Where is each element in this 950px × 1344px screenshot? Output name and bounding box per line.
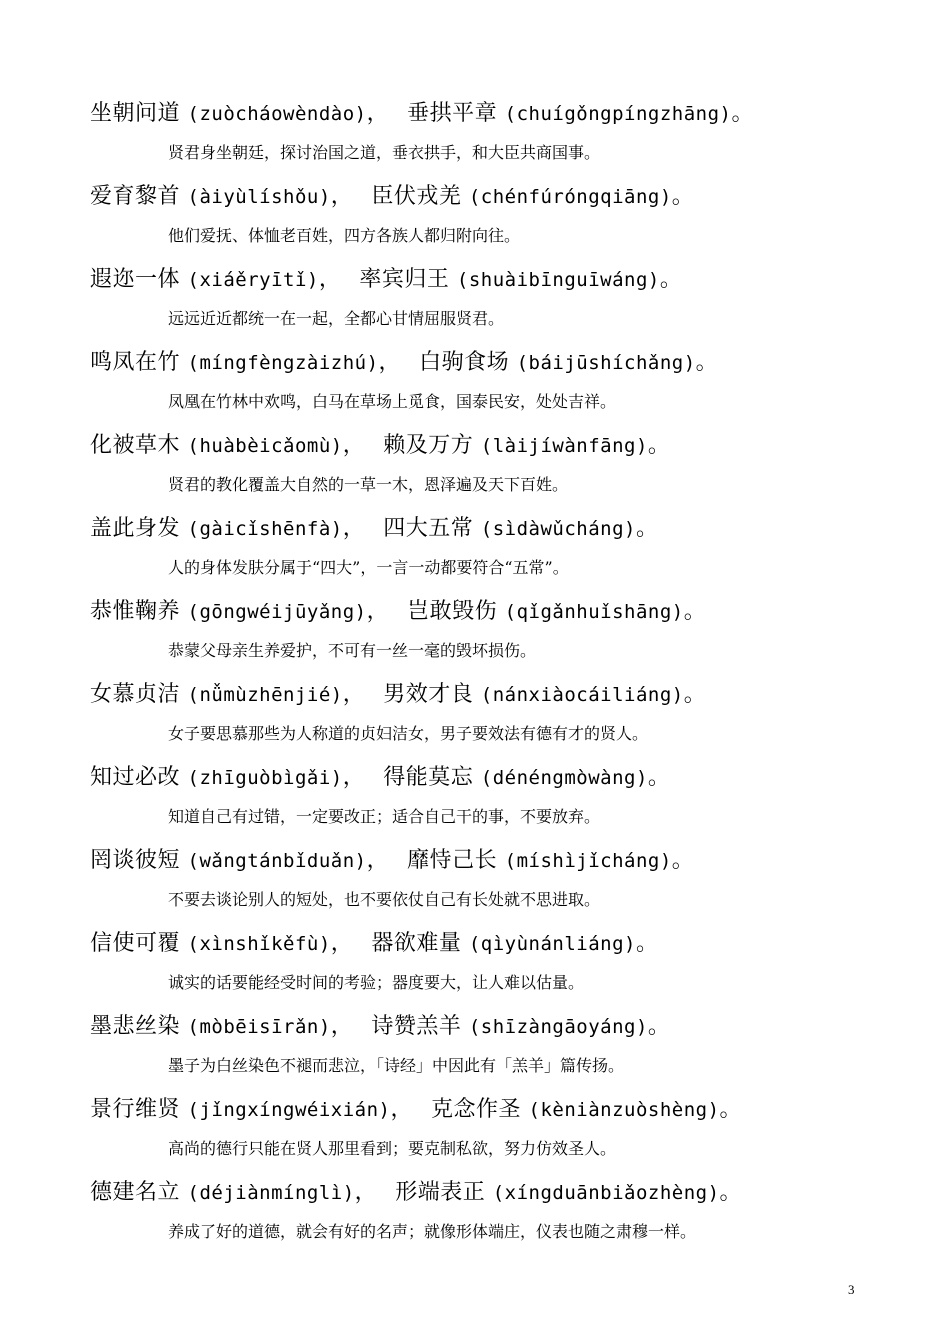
verse-end: 。 — [635, 516, 659, 541]
verse-pinyin-2: (làijíwànfāng) — [480, 435, 648, 457]
verse-line — [90, 758, 910, 798]
verse-pinyin-2: (xíngduānbiǎozhèng) — [492, 1182, 720, 1204]
verse-line — [90, 592, 910, 632]
verse-end: 。 — [671, 184, 695, 209]
verse-pinyin-2: (shuàibīnguīwáng) — [456, 269, 660, 291]
verse-explanation: 养成了好的道德，就会有好的名声；就像形体端庄，仪表也随之肃穆一样。 — [168, 1222, 697, 1241]
verse-line — [90, 1090, 910, 1130]
verse-pinyin-2: (chénfúróngqiāng) — [468, 186, 672, 208]
verse-pinyin-1: (gàicǐshēnfà) — [187, 518, 343, 540]
verse-separator: ， — [366, 599, 390, 624]
verse-line — [90, 260, 910, 300]
verse-separator: ， — [318, 267, 342, 292]
verse-end: 。 — [683, 682, 707, 707]
verse-phrase-1: 罔谈彼短 — [90, 848, 181, 873]
verse-line — [90, 841, 910, 881]
verse-phrase-2: 形端表正 — [395, 1180, 486, 1205]
verse-separator: ， — [366, 101, 390, 126]
verse-end: 。 — [719, 1097, 743, 1122]
verse-phrase-2: 四大五常 — [383, 516, 474, 541]
verse-line — [90, 343, 910, 383]
verse-phrase-1: 鸣凤在竹 — [90, 350, 181, 375]
verse-line — [90, 94, 910, 134]
verse-separator: ， — [366, 848, 390, 873]
verse-block — [90, 1090, 910, 1173]
verse-explanation: 远远近近都统一在一起，全都心甘情屈服贤君。 — [168, 309, 505, 328]
verse-separator: ， — [354, 1180, 378, 1205]
verse-end: 。 — [719, 1180, 743, 1205]
verse-phrase-2: 克念作圣 — [431, 1097, 522, 1122]
verse-phrase-1: 知过必改 — [90, 765, 181, 790]
verse-phrase-1: 盖此身发 — [90, 516, 181, 541]
verse-block — [90, 1007, 910, 1090]
verse-phrase-2: 器欲难量 — [371, 931, 462, 956]
verse-end: 。 — [683, 599, 707, 624]
verse-end: 。 — [647, 1014, 671, 1039]
verse-end: 。 — [647, 433, 671, 458]
verse-block — [90, 260, 910, 343]
verse-explanation: 墨子为白丝染色不褪而悲泣，「诗经」中因此有「羔羊」篇传扬。 — [168, 1056, 625, 1075]
verse-block — [90, 675, 910, 758]
verse-phrase-2: 率宾归王 — [359, 267, 450, 292]
verse-pinyin-2: (nánxiàocáiliáng) — [480, 684, 684, 706]
verse-pinyin-2: (kèniànzuòshèng) — [528, 1099, 720, 1121]
verse-end: 。 — [647, 765, 671, 790]
verse-explanation: 高尚的德行只能在贤人那里看到；要克制私欲，努力仿效圣人。 — [168, 1139, 617, 1158]
verse-block — [90, 924, 910, 1007]
verse-pinyin-2: (báijūshíchǎng) — [516, 352, 696, 374]
verse-pinyin-2: (dénéngmòwàng) — [480, 767, 648, 789]
verse-pinyin-1: (zuòcháowèndào) — [187, 103, 367, 125]
verse-phrase-1: 化被草木 — [90, 433, 181, 458]
verse-pinyin-1: (àiyùlíshǒu) — [187, 186, 331, 208]
verse-separator: ， — [330, 184, 354, 209]
verse-phrase-2: 岂敢毁伤 — [407, 599, 498, 624]
verse-pinyin-2: (shīzàngāoyáng) — [468, 1016, 648, 1038]
verse-pinyin-2: (míshìjǐcháng) — [504, 850, 672, 872]
verse-separator: ， — [378, 350, 402, 375]
verse-block — [90, 343, 910, 426]
verse-explanation: 女子要思慕那些为人称道的贞妇洁女，男子要效法有德有才的贤人。 — [168, 724, 649, 743]
verse-separator: ， — [390, 1097, 413, 1122]
verse-block — [90, 758, 910, 841]
verse-block — [90, 841, 910, 924]
verse-explanation: 贤君身坐朝廷，探讨治国之道，垂衣拱手，和大臣共商国事。 — [168, 143, 601, 162]
verse-line — [90, 1173, 910, 1213]
verse-explanation: 人的身体发肤分属于“四大”，一言一动都要符合“五常”。 — [168, 558, 569, 577]
verse-explanation: 贤君的教化覆盖大自然的一草一木，恩泽遍及天下百姓。 — [168, 475, 569, 494]
verse-block — [90, 94, 910, 177]
verse-pinyin-1: (zhīguòbìgǎi) — [187, 767, 343, 789]
verse-pinyin-2: (qìyùnánliáng) — [468, 933, 636, 955]
verse-separator: ， — [342, 682, 366, 707]
verse-block — [90, 426, 910, 509]
verse-phrase-1: 遐迩一体 — [90, 267, 181, 292]
verse-phrase-2: 赖及万方 — [383, 433, 474, 458]
verse-end: 。 — [695, 350, 719, 375]
verse-phrase-1: 景行维贤 — [90, 1097, 181, 1122]
verse-explanation: 诚实的话要能经受时间的考验；器度要大，让人难以估量。 — [168, 973, 585, 992]
verse-block — [90, 1173, 910, 1256]
verse-phrase-1: 爱育黎首 — [90, 184, 181, 209]
verse-pinyin-1: (míngfèngzàizhú) — [187, 352, 379, 374]
verse-separator: ， — [330, 1014, 354, 1039]
verse-line — [90, 509, 910, 549]
verse-line — [90, 1007, 910, 1047]
verse-pinyin-1: (xiáěryītǐ) — [187, 269, 319, 291]
verse-explanation: 他们爱抚、体恤老百姓，四方各族人都归附向往。 — [168, 226, 521, 245]
verse-pinyin-2: (sìdàwǔcháng) — [480, 518, 636, 540]
verse-pinyin-1: (huàbèicǎomù) — [187, 435, 343, 457]
verse-separator: ， — [342, 516, 366, 541]
verse-separator: ， — [342, 765, 366, 790]
verse-separator: ， — [342, 433, 366, 458]
verse-separator: ， — [330, 931, 354, 956]
verse-phrase-2: 臣伏戎羌 — [371, 184, 462, 209]
verse-phrase-2: 得能莫忘 — [383, 765, 474, 790]
verse-end: 。 — [731, 101, 754, 126]
verse-phrase-2: 白驹食场 — [419, 350, 510, 375]
verse-pinyin-1: (nǚmùzhēnjié) — [187, 684, 343, 706]
verse-pinyin-2: (chuígǒngpíngzhāng) — [504, 103, 732, 125]
verse-line — [90, 924, 910, 964]
verse-end: 。 — [659, 267, 683, 292]
verse-phrase-1: 坐朝问道 — [90, 101, 181, 126]
verse-line — [90, 675, 910, 715]
verse-end: 。 — [671, 848, 695, 873]
verse-phrase-1: 女慕贞洁 — [90, 682, 181, 707]
verse-phrase-2: 男效才良 — [383, 682, 474, 707]
verse-pinyin-2: (qǐgǎnhuǐshāng) — [504, 601, 684, 623]
verse-explanation: 知道自己有过错，一定要改正；适合自己干的事，不要放弃。 — [168, 807, 601, 826]
verse-block — [90, 177, 910, 260]
verse-explanation: 不要去谈论别人的短处，也不要依仗自己有长处就不思进取。 — [168, 890, 601, 909]
verse-block — [90, 509, 910, 592]
verse-line — [90, 426, 910, 466]
verse-line — [90, 177, 910, 217]
verse-explanation: 恭蒙父母亲生养爱护，不可有一丝一毫的毁坏损伤。 — [168, 641, 537, 660]
verse-pinyin-1: (wǎngtánbǐduǎn) — [187, 850, 367, 872]
verse-pinyin-1: (gōngwéijūyǎng) — [187, 601, 367, 623]
page-number: 3 — [848, 1282, 855, 1297]
verse-phrase-2: 垂拱平章 — [407, 101, 498, 126]
verse-phrase-1: 墨悲丝染 — [90, 1014, 181, 1039]
verse-explanation: 凤凰在竹林中欢鸣，白马在草场上觅食，国泰民安，处处吉祥。 — [168, 392, 617, 411]
verse-phrase-2: 靡恃己长 — [407, 848, 498, 873]
verse-end: 。 — [635, 931, 659, 956]
verse-phrase-1: 信使可覆 — [90, 931, 181, 956]
verse-list — [90, 94, 910, 1256]
verse-pinyin-1: (jǐngxíngwéixián) — [187, 1099, 391, 1121]
verse-phrase-1: 恭惟鞠养 — [90, 599, 181, 624]
verse-pinyin-1: (mòbēisīrǎn) — [187, 1016, 331, 1038]
verse-block — [90, 592, 910, 675]
verse-pinyin-1: (déjiànmínglì) — [187, 1182, 355, 1204]
verse-pinyin-1: (xìnshǐkěfù) — [187, 933, 331, 955]
verse-phrase-2: 诗赞羔羊 — [371, 1014, 462, 1039]
verse-phrase-1: 德建名立 — [90, 1180, 181, 1205]
